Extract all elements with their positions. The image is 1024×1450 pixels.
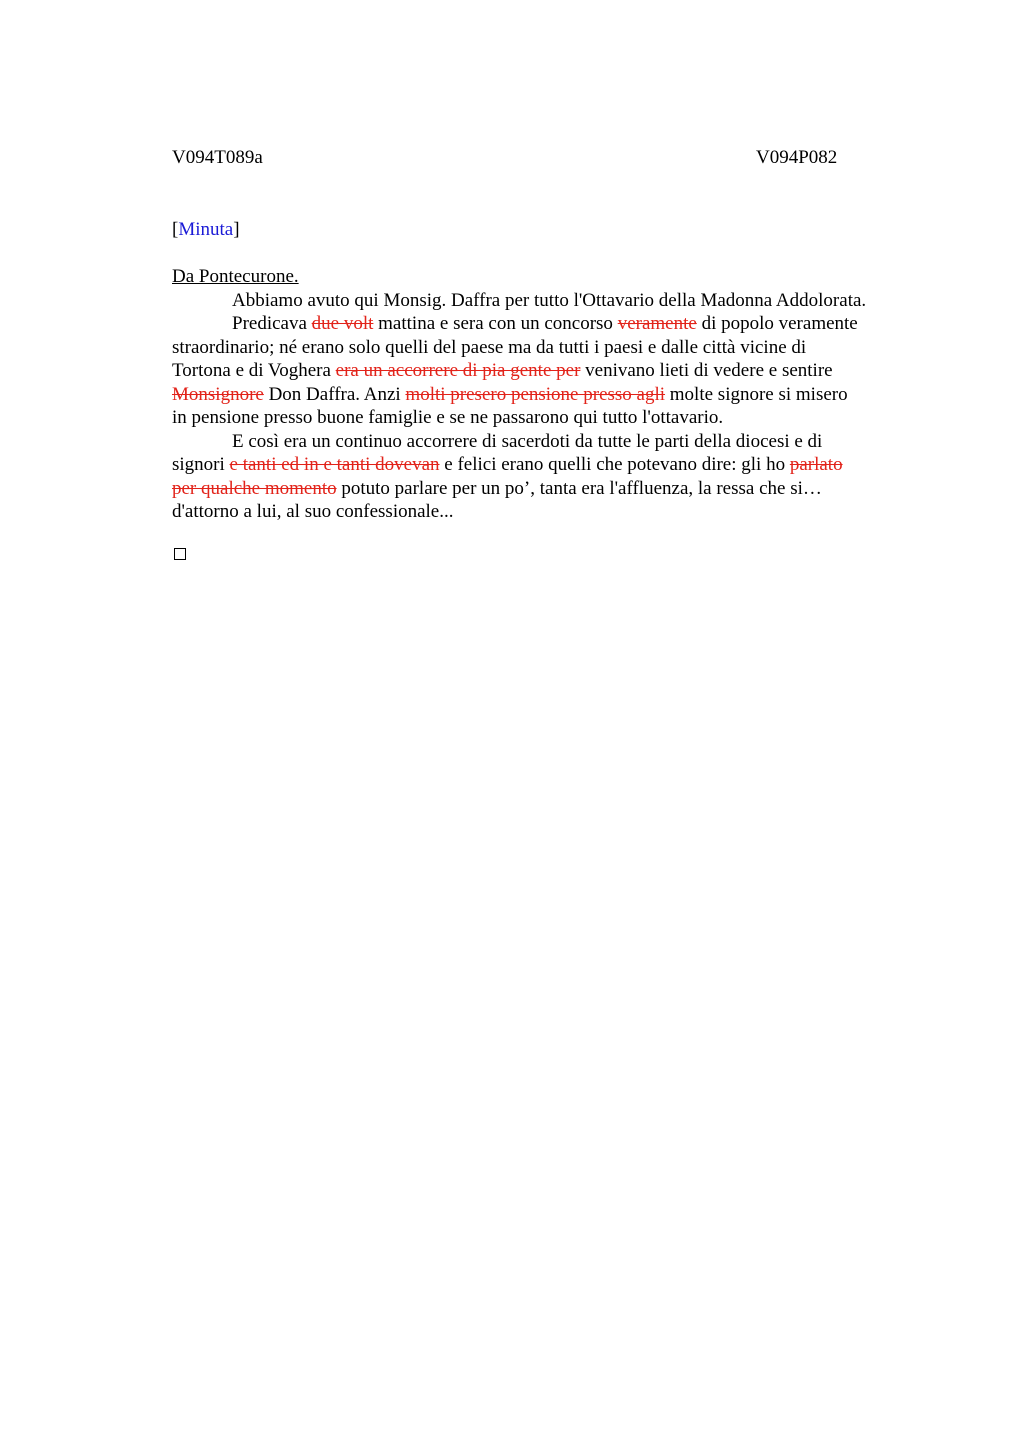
deleted-text: Monsignore (172, 383, 264, 405)
text-line (172, 453, 912, 477)
paragraph-1 (172, 289, 912, 313)
text-line (172, 430, 912, 454)
text-run: d'attorno a lui, al suo confessionale... (172, 501, 454, 522)
text-line (172, 312, 912, 336)
label-minuta: Minuta (178, 219, 234, 240)
document-code-left: V094T089a (172, 147, 263, 168)
text-run: potuto parlare per un po’, tanta era l'affluenza, la ressa che si… (336, 477, 822, 499)
deleted-text: veramente (617, 313, 697, 334)
paragraph-2 (172, 312, 912, 430)
deleted-text: era un accorrere di pia gente per (335, 360, 581, 381)
letter-heading: Da Pontecurone. (172, 266, 299, 287)
deleted-text: e tanti ed in e tanti dovevan (229, 454, 440, 475)
document-label (172, 217, 912, 243)
document-page (172, 145, 912, 560)
text-line (172, 477, 912, 501)
text-run: e felici erano quelli che potevano dire: gli ho (439, 454, 790, 475)
text-line (172, 406, 912, 430)
text-line (172, 383, 912, 407)
paragraph-3 (172, 430, 912, 524)
text-run: Don Daffra. Anzi (263, 383, 406, 405)
text-run: E così era un continuo accorrere di sacerdoti da tutte le parti della diocesi e di (232, 430, 823, 452)
text-run: venivano lieti di vedere e sentire (580, 360, 833, 381)
deleted-text: molti presero pensione presso agli (405, 383, 666, 405)
text-line (172, 359, 912, 383)
document-header (172, 145, 912, 171)
deleted-text: due volt (311, 313, 374, 334)
label-open-bracket: [ (172, 219, 179, 240)
text-run: molte signore si misero (665, 383, 848, 405)
label-close-bracket: ] (233, 219, 240, 240)
empty-square-icon (174, 548, 186, 560)
text-line (172, 289, 912, 313)
deleted-text: parlato (789, 454, 843, 475)
text-run: Predicava (232, 313, 312, 334)
document-code-right: V094P082 (756, 147, 838, 168)
text-run: di popolo veramente (696, 313, 858, 334)
deleted-text: per qualche momento (172, 477, 337, 499)
text-run: mattina e sera con un concorso (373, 313, 618, 334)
text-line (172, 336, 912, 360)
text-run: Abbiamo avuto qui Monsig. Daffra per tutto l'Ottavario della Madonna Addolorata. (232, 289, 867, 311)
text-run: straordinario; né erano solo quelli del paese ma da tutti i paesi e dalle città vicine di (172, 336, 807, 358)
text-line (172, 500, 912, 524)
text-run: signori (172, 454, 230, 475)
text-run: in pensione presso buone famiglie e se ne passarono qui tutto l'ottavario. (172, 407, 724, 428)
text-run: Tortona e di Voghera (172, 360, 336, 381)
